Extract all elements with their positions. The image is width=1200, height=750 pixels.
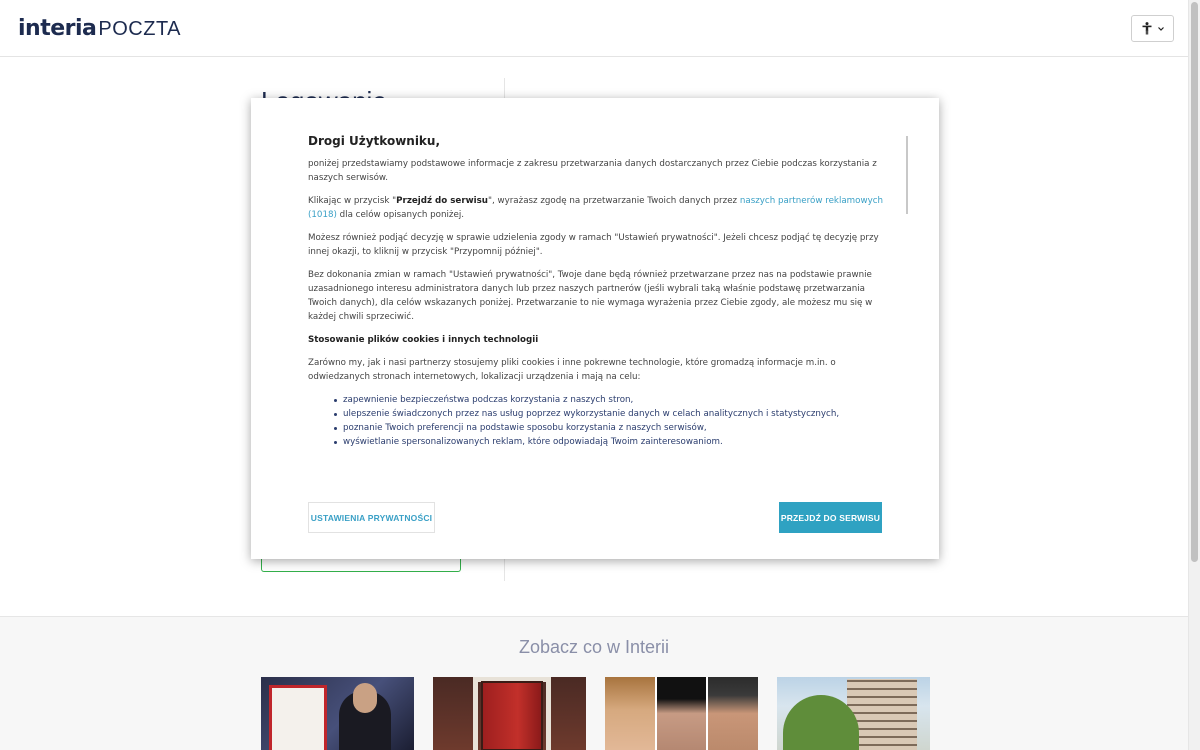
privacy-settings-button[interactable]: USTAWIENIA PRYWATNOŚCI (308, 502, 435, 533)
list-item: ulepszenie świadczonych przez nas usług poprzez wykorzystanie danych w celach analitycznych i statystycznych, (343, 407, 886, 421)
consent-paragraph: Możesz również podjąć decyzję w sprawie udzielenia zgody w ramach "Ustawień prywatności". Jeżeli chcesz podjąć tę decyzję przy innej okazji, to kliknij w przycisk "Przypomnij później". (308, 233, 879, 257)
text-fragment: ", wyrażasz zgodę na przetwarzanie Twoich danych przez (487, 196, 740, 206)
consent-paragraph: Zarówno my, jak i nasi partnerzy stosujemy pliki cookies i inne pokrewne technologie, które gromadzą informacje m.in. o odwiedzanych stronach internetowych, lokalizacji urządzenia i mają na celu: (308, 358, 836, 382)
text-fragment: Klikając w przycisk " (308, 196, 397, 206)
consent-paragraph: Bez dokonania zmian w ramach "Ustawień prywatności", Twoje dane będą również przetwarzane przez nas na podstawie prawnie uzasadnionego interesu administratora danych lub przez naszych partnerów (jeśli wybrali taką właśnie podstawę przetwarzania Twoich danych), dla celów wskazanych poniżej. Przetwarzanie to nie wymaga wyrażenia przez Ciebie zgody, ale możesz mu się w każdej chwili sprzeciwić. (308, 270, 873, 322)
news-thumbnail[interactable] (433, 677, 586, 750)
accessibility-person-icon (1142, 22, 1152, 35)
go-to-service-button[interactable]: PRZEJDŹ DO SERWISU (779, 502, 882, 533)
page-scrollbar[interactable] (1188, 0, 1200, 750)
bold-fragment: Przejdź do serwisu (396, 196, 488, 206)
consent-paragraph: poniżej przedstawiamy podstawowe informacje z zakresu przetwarzania danych dostarczanych przez Ciebie podczas korzystania z naszych serwisów. (308, 159, 877, 183)
consent-text-area[interactable] (308, 134, 886, 474)
face-image (353, 683, 377, 713)
cookies-heading: Stosowanie plików cookies i innych technologii (308, 335, 539, 345)
consent-paragraph (308, 194, 886, 222)
purposes-list (343, 393, 886, 449)
portrait-image (605, 677, 657, 750)
news-thumbnail[interactable] (777, 677, 930, 750)
list-item: zapewnienie bezpieczeństwa podczas korzystania z naszych stron, (343, 393, 886, 407)
interia-poczta-logo[interactable] (18, 16, 181, 40)
accessibility-menu-button[interactable] (1131, 15, 1174, 42)
news-thumbnail[interactable] (605, 677, 758, 750)
chevron-down-icon (1158, 27, 1164, 31)
see-more-title: Zobacz co w Interii (518, 637, 670, 657)
news-thumbnail[interactable] (261, 677, 414, 750)
page-scrollbar-thumb[interactable] (1191, 2, 1198, 562)
document-image (269, 685, 327, 750)
partners-link[interactable]: naszych partnerów reklamowych (1018) (308, 196, 883, 220)
portrait-image (708, 677, 758, 750)
modal-scrollbar-thumb[interactable] (906, 136, 908, 214)
text-fragment: dla celów opisanych poniżej. (336, 210, 464, 220)
portrait-image (657, 677, 709, 750)
logo-brand: interia (18, 16, 97, 41)
list-item: poznanie Twoich preferencji na podstawie sposobu korzystania z naszych serwisów, (343, 421, 886, 435)
list-item: wyświetlanie spersonalizowanych reklam, które odpowiadają Twoim zainteresowaniom. (343, 435, 886, 449)
top-header (0, 0, 1188, 57)
logo-product: POCZTA (98, 18, 182, 40)
modal-title: Drogi Użytkowniku, (308, 134, 441, 148)
red-door-image (481, 681, 543, 750)
privacy-consent-modal (251, 98, 939, 559)
